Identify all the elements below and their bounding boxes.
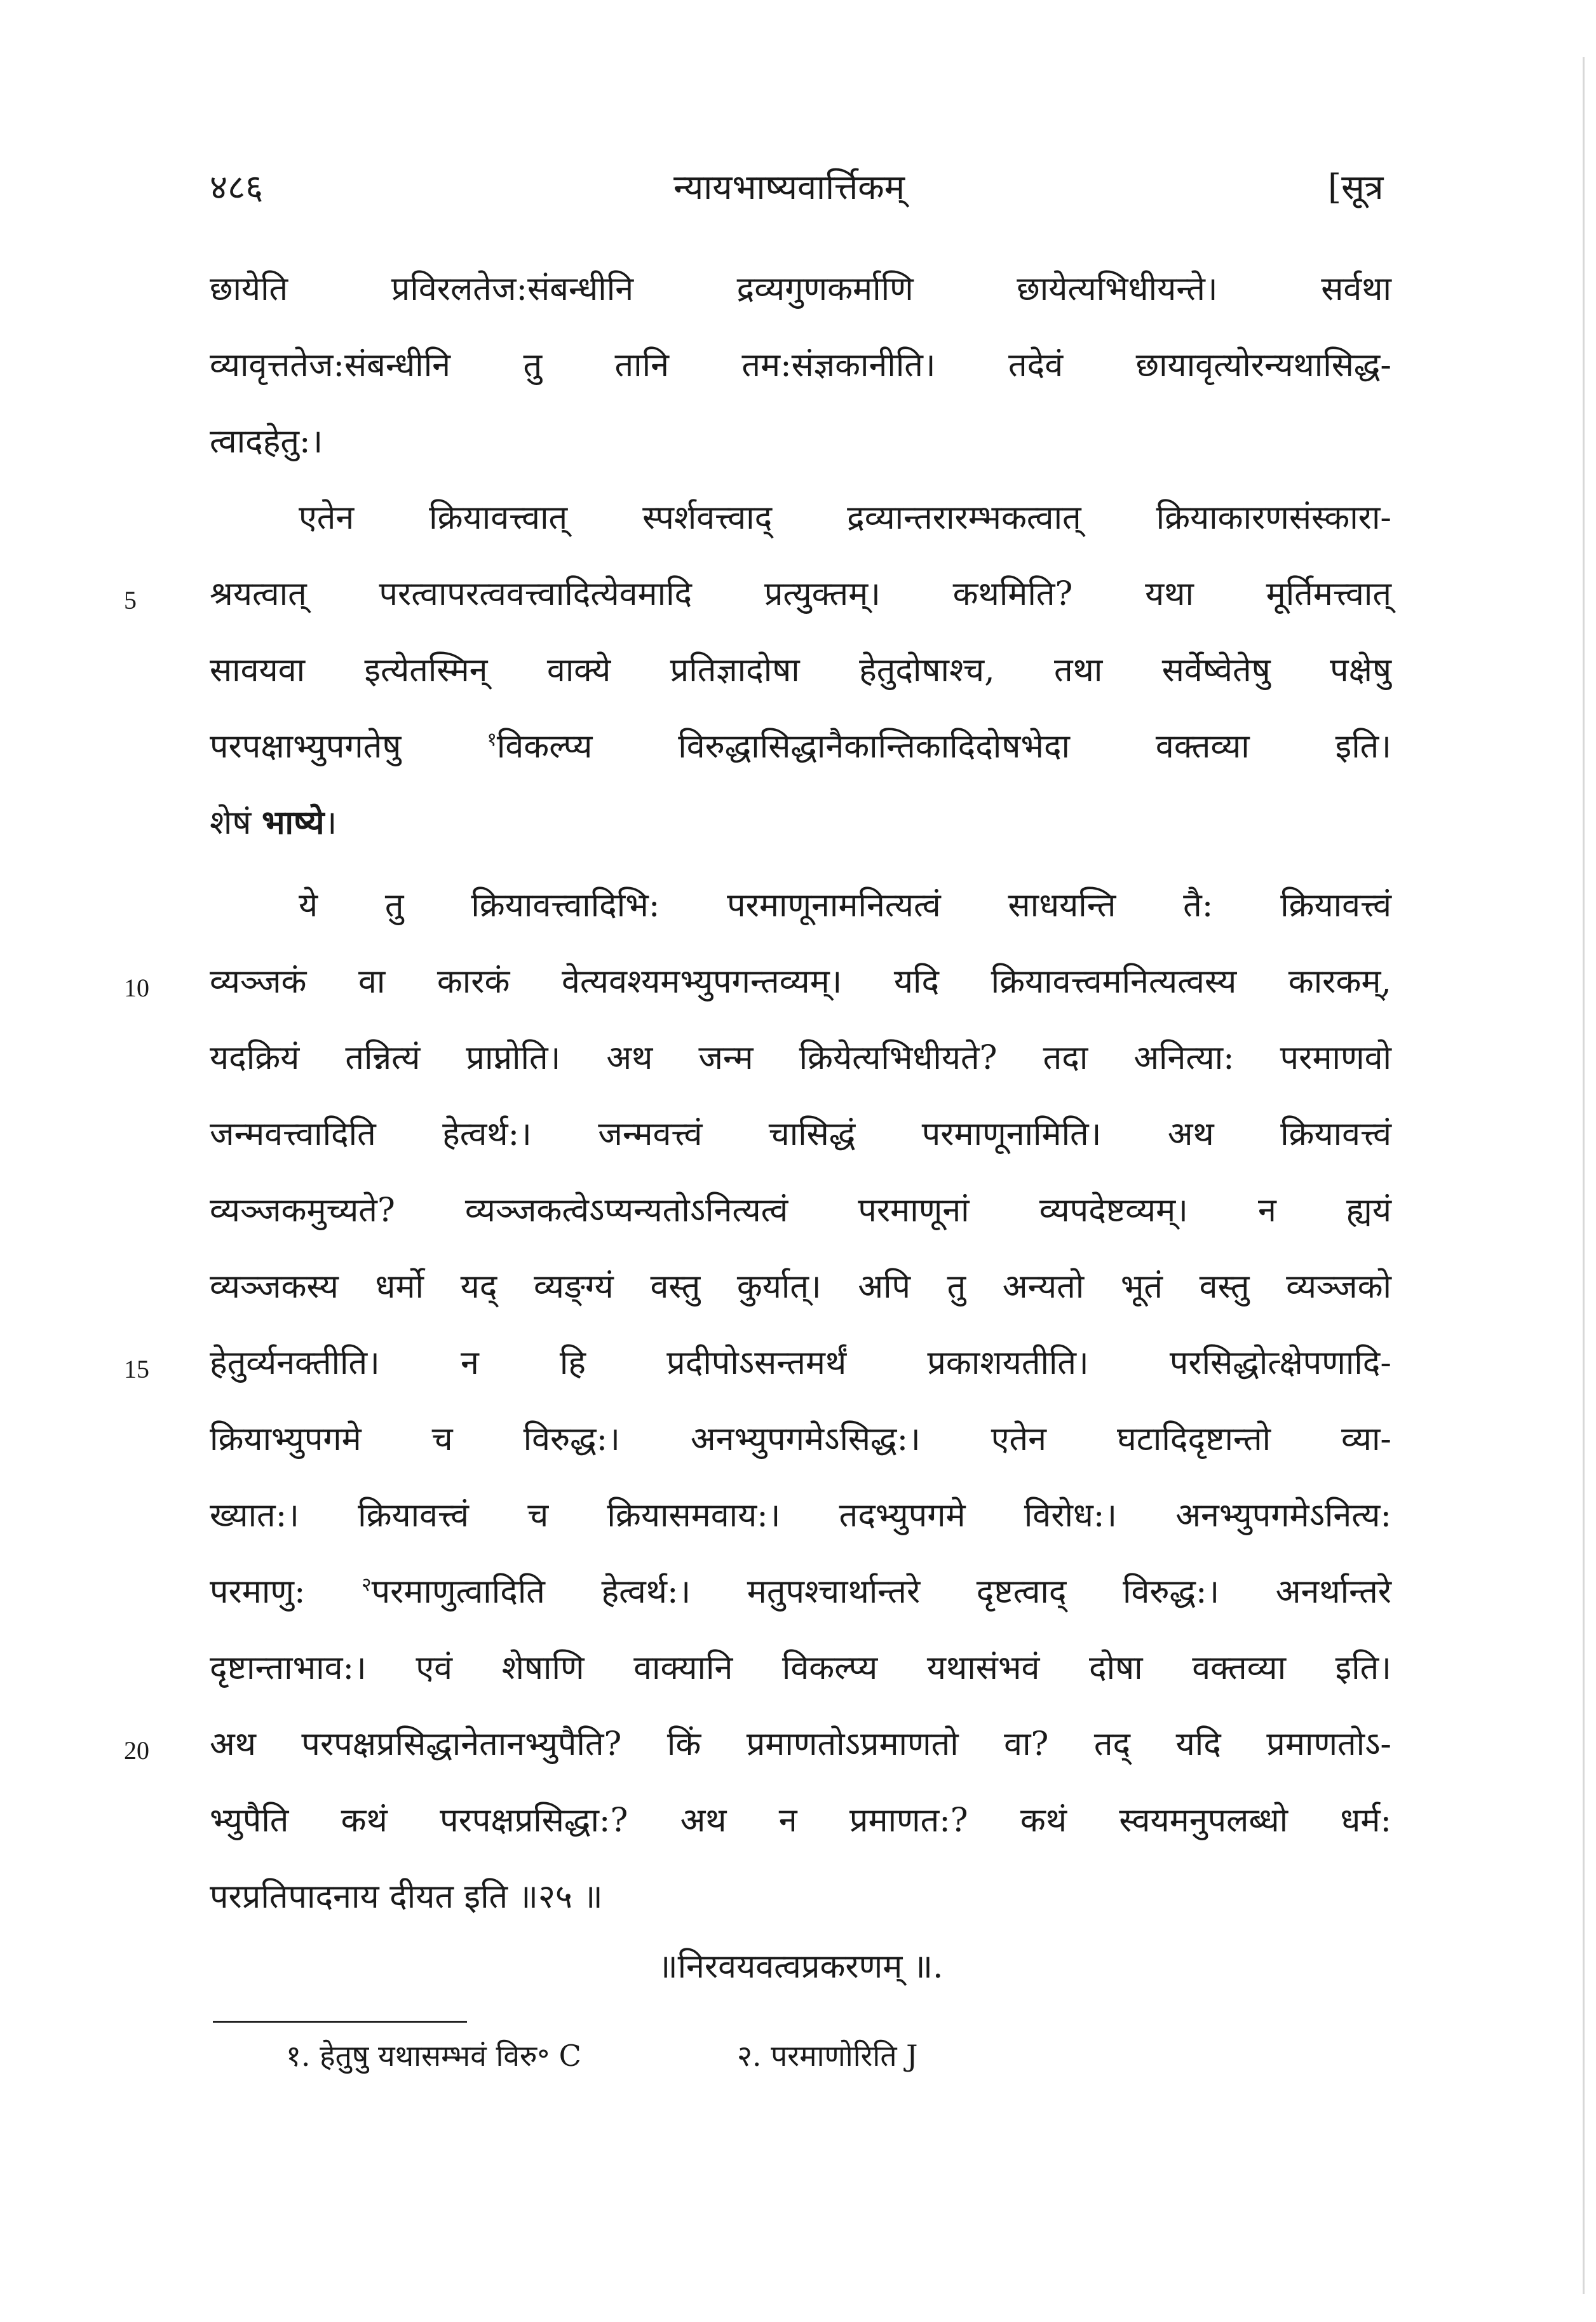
text-segment: परमाणुत्वादिति हेत्वर्थ:। मतुपश्चार्थान्तरे दृष्टत्वाद् विरुद्ध:। अनर्थान्तरे xyxy=(371,1573,1391,1611)
text-segment: परमाणु: xyxy=(210,1573,306,1611)
text-line: अथ परपक्षप्रसिद्धानेतानभ्युपैति? किं प्रमाणतोऽप्रमाणतो वा? तद् यदि प्रमाणतोऽ- xyxy=(210,1725,1391,1763)
text-line: श्रयत्वात् परत्वापरत्ववत्त्वादित्येवमादि प्रत्युक्तम्। कथमिति? यथा मूर्तिमत्त्वात् xyxy=(210,575,1391,613)
text-line: भ्युपैति कथं परपक्षप्रसिद्धा:? अथ न प्रमाणत:? कथं स्वयमनुपलब्धो धर्म: xyxy=(210,1802,1391,1840)
line-number: 10 xyxy=(124,974,149,1002)
text-line: क्रियाभ्युपगमे च विरुद्ध:। अनभ्युपगमेऽसिद्ध:। एतेन घटादिदृष्टान्तो व्या- xyxy=(210,1420,1391,1458)
footnote-mark: १ xyxy=(487,728,497,751)
footnote-rule xyxy=(213,2021,467,2023)
text-line: छायेति प्रविरलतेज:संबन्धीनि द्रव्यगुणकर्माणि छायेत्यभिधीयन्ते। सर्वथा xyxy=(210,270,1391,308)
section-marker: [सूत्र xyxy=(1328,167,1384,207)
text-line: व्यञ्जकं वा कारकं वेत्यवश्यमभ्युपगन्तव्यम्। यदि क्रियावत्त्वमनित्यत्वस्य कारकम्, xyxy=(210,963,1391,1001)
text-line: व्यञ्जकमुच्यते? व्यञ्जकत्वेऽप्यन्यतोऽनित्यत्वं परमाणूनां व्यपदेष्टव्यम्। न ह्ययं xyxy=(210,1192,1391,1230)
text-line: एतेन क्रियावत्त्वात् स्पर्शवत्त्वाद् द्रव्यान्तरारम्भकत्वात् क्रियाकारणसंस्कारा- xyxy=(299,499,1391,537)
bold-reference: भाष्ये xyxy=(261,803,325,842)
line-number: 15 xyxy=(124,1355,149,1383)
text-line xyxy=(210,791,1391,855)
text-line: त्वादहेतु:। xyxy=(210,423,323,461)
text-line: हेतुर्व्यनक्तीति। न हि प्रदीपोऽसन्तमर्थं प्रकाशयतीति। परसिद्धोत्क्षेपणादि- xyxy=(210,1344,1391,1382)
text-line: व्यञ्जकस्य धर्मो यद् व्यङ्ग्यं वस्तु कुर्यात्। अपि तु अन्यतो भूतं वस्तु व्यञ्जको xyxy=(210,1268,1391,1306)
text-segment: शेषं xyxy=(210,804,252,842)
line-number: 5 xyxy=(124,586,137,614)
text-segment: विकल्प्य विरुद्धासिद्धानैकान्तिकादिदोषभेदा वक्तव्या इति। xyxy=(496,728,1392,766)
text-line: परप्रतिपादनाय दीयत इति ॥२५ ॥ xyxy=(210,1878,603,1916)
text-line: यदक्रियं तन्नित्यं प्राप्नोति। अथ जन्म क्रियेत्यभिधीयते? तदा अनित्या: परमाणवो xyxy=(210,1039,1391,1077)
footnote: २. परमाणोरिति J xyxy=(737,2039,918,2073)
text-line: व्यावृत्ततेज:संबन्धीनि तु तानि तम:संज्ञकानीति। तदेवं छायावृत्योरन्यथासिद्ध- xyxy=(210,346,1391,384)
footnote-mark: २ xyxy=(362,1573,372,1596)
text-line: ख्यात:। क्रियावत्त्वं च क्रियासमवाय:। तदभ्युपगमे विरोध:। अनभ्युपगमेऽनित्य: xyxy=(210,1497,1391,1535)
danda: । xyxy=(324,804,337,842)
section-colophon: ॥निरवयवत्वप्रकरणम् ॥. xyxy=(658,1948,943,1986)
line-number: 20 xyxy=(124,1736,149,1765)
text-line: ये तु क्रियावत्त्वादिभि: परमाणूनामनित्यत्वं साधयन्ति तै: क्रियावत्त्वं xyxy=(299,886,1391,925)
page-edge xyxy=(1583,57,1585,2294)
text-segment: परपक्षाभ्युपगतेषु xyxy=(210,728,402,766)
text-line: दृष्टान्ताभाव:। एवं शेषाणि वाक्यानि विकल्प्य यथासंभवं दोषा वक्तव्या इति। xyxy=(210,1649,1391,1687)
text-line: सावयवा इत्येतस्मिन् वाक्ये प्रतिज्ञादोषा हेतुदोषाश्च, तथा सर्वेष्वेतेषु पक्षेषु xyxy=(210,651,1391,689)
text-line xyxy=(210,715,1391,778)
footnote: १. हेतुषु यथासम्भवं विरु॰ C xyxy=(286,2039,581,2073)
page-number: ४८६ xyxy=(210,167,264,207)
text-line xyxy=(210,1560,1391,1624)
text-line: जन्मवत्त्वादिति हेत्वर्थ:। जन्मवत्त्वं चासिद्धं परमाणूनामिति। अथ क्रियावत्त्वं xyxy=(210,1115,1391,1153)
running-title: न्यायभाष्यवार्त्तिकम् xyxy=(673,167,905,207)
